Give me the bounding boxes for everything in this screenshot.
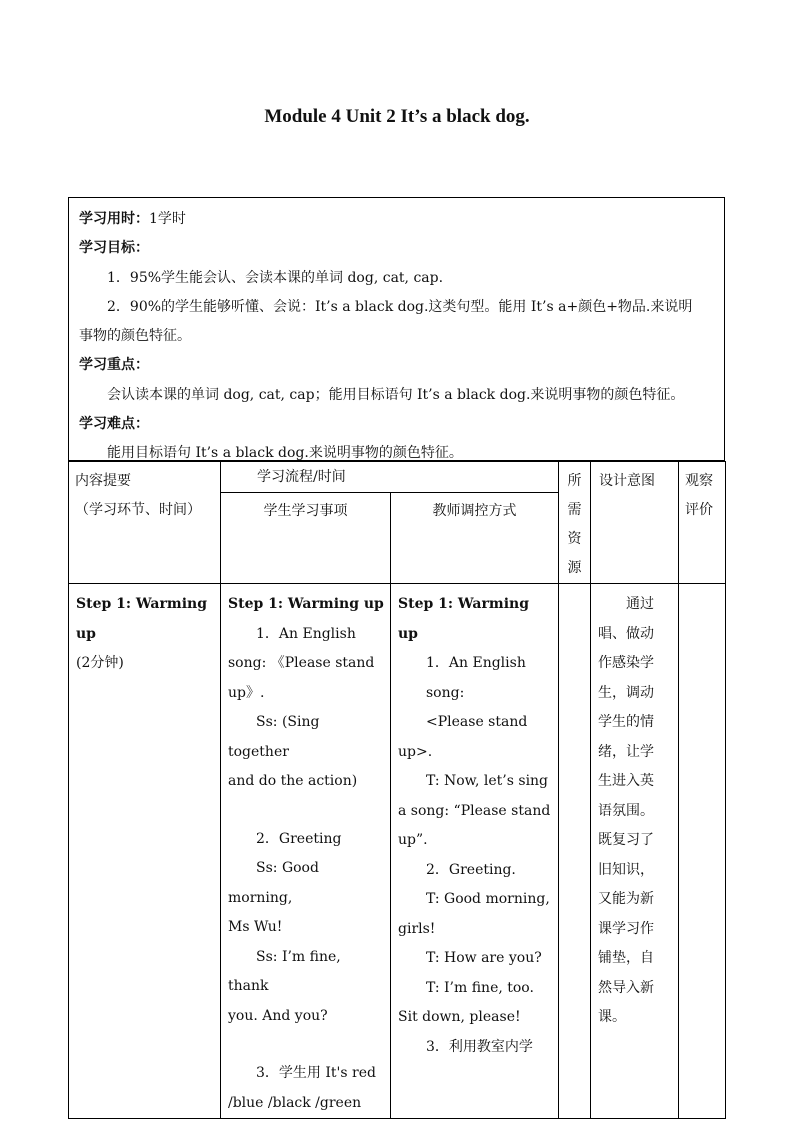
step1-evaluation-cell	[679, 584, 726, 1119]
student-line: up》.	[228, 684, 265, 701]
teacher-line: up”.	[398, 832, 428, 848]
design-line: 作感染学	[598, 655, 654, 671]
header-resources-char: 资	[567, 531, 582, 547]
design-line: 又能为新	[598, 891, 654, 907]
key-points-label: 学习重点：	[79, 357, 149, 373]
student-line: Ss: (Sing together	[228, 714, 320, 760]
design-line: 铺垫，自	[598, 950, 654, 966]
student-line: song: 《Please stand	[228, 655, 375, 671]
header-resources	[559, 462, 591, 584]
teacher-line: song:	[426, 684, 465, 701]
header-content-title: 内容提要	[75, 473, 131, 489]
student-line: /blue /black /green	[228, 1094, 362, 1111]
student-spacer	[228, 797, 384, 825]
teacher-line: Step 1: Warming up	[398, 596, 529, 642]
header-resources-char: 源	[567, 560, 582, 576]
step1-content-cell	[69, 584, 221, 1119]
teacher-line: <Please stand	[426, 714, 528, 730]
design-line: 学生的情	[598, 714, 654, 730]
step1-design-cell	[591, 584, 679, 1119]
student-line: 1．An English	[256, 625, 356, 642]
teacher-line: 1．An English	[426, 655, 526, 671]
design-line: 既复习了	[598, 832, 654, 848]
header-evaluation-line: 观察	[685, 473, 713, 489]
student-line: you. And you?	[228, 1007, 328, 1024]
header-design-label: 设计意图	[599, 473, 655, 489]
study-time-value: 1学时	[149, 211, 186, 227]
key-points-text: 会认读本课的单词 dog, cat, cap；能用目标语句 It’s a black dog.来说明事物的颜色特征。	[107, 387, 685, 403]
design-line: 旧知识，	[598, 861, 654, 878]
header-teacher-label: 教师调控方式	[432, 503, 517, 520]
goal-2-continued: 事物的颜色特征。	[79, 328, 191, 344]
lesson-info-box	[68, 197, 725, 461]
teacher-line: 2．Greeting.	[426, 861, 516, 878]
study-time-label: 学习用时：	[79, 211, 149, 227]
student-line: 2．Greeting	[256, 830, 342, 847]
header-resources-char: 所	[567, 473, 582, 489]
header-resources-char: 需	[567, 502, 582, 518]
page-title: Module 4 Unit 2 It’s a black dog.	[264, 106, 530, 127]
teacher-line: T: Now, let’s sing	[426, 773, 549, 789]
step1-content-title: Step 1: Warming	[76, 596, 207, 612]
goals-label: 学习目标：	[79, 240, 149, 256]
difficulties-label: 学习难点：	[79, 416, 149, 432]
header-evaluation-line: 评价	[685, 502, 713, 518]
step1-teacher-cell	[391, 584, 559, 1119]
design-line: 生进入英	[598, 773, 654, 789]
study-time-line	[79, 208, 716, 228]
design-line: 通过	[626, 596, 654, 612]
teacher-line: T: How are you?	[426, 950, 542, 966]
design-line: 课学习作	[598, 920, 654, 937]
lesson-flow-table	[68, 461, 726, 1119]
student-line: Step 1: Warming up	[228, 596, 384, 612]
header-evaluation	[679, 462, 726, 584]
step1-resources-cell	[559, 584, 591, 1119]
goal-2: 2．90%的学生能够听懂、会说：It’s a black dog.这类句型。能用 It’s a+颜色+物品.来说明	[107, 299, 693, 315]
teacher-line: a song: “Please stand	[398, 802, 551, 819]
teacher-line: T: I’m fine, too.	[426, 979, 534, 996]
header-student-label: 学生学习事项	[263, 503, 348, 520]
design-line: 然导入新	[598, 979, 654, 996]
header-student	[221, 493, 391, 584]
design-line: 课。	[598, 1009, 626, 1025]
design-line: 唱、做动	[598, 625, 654, 642]
goal-1: 1．95%学生能会认、会读本课的单词 dog, cat, cap.	[107, 270, 444, 286]
step1-content-time: (2分钟)	[76, 655, 124, 671]
student-line: and do the action)	[228, 773, 358, 789]
header-flow-label: 学习流程/时间	[257, 469, 346, 485]
student-line: 3．学生用 It's red	[256, 1065, 376, 1081]
teacher-line: T: Good morning,	[426, 891, 550, 907]
teacher-line: up>.	[398, 743, 433, 760]
header-design	[591, 462, 679, 584]
step1-content-title-cont: up	[76, 625, 96, 642]
student-spacer	[228, 1031, 384, 1059]
design-line: 语氛围。	[598, 802, 654, 819]
teacher-line: 3．利用教室内学	[426, 1038, 533, 1055]
header-teacher	[391, 493, 559, 584]
teacher-line: Sit down, please!	[398, 1009, 521, 1025]
step1-student-cell	[221, 584, 391, 1119]
design-line: 绪，让学	[598, 743, 654, 760]
student-line: Ss: I’m fine, thank	[228, 948, 341, 994]
student-line: Ms Wu!	[228, 919, 283, 935]
header-flow	[221, 462, 559, 493]
difficulties-text: 能用目标语句 It’s a black dog.来说明事物的颜色特征。	[107, 445, 463, 461]
header-content	[69, 462, 221, 584]
student-line: Ss: Good morning,	[228, 860, 319, 906]
header-content-sub: （学习环节、时间）	[75, 502, 201, 518]
teacher-line: girls!	[398, 920, 436, 937]
design-line: 生，调动	[598, 684, 654, 701]
